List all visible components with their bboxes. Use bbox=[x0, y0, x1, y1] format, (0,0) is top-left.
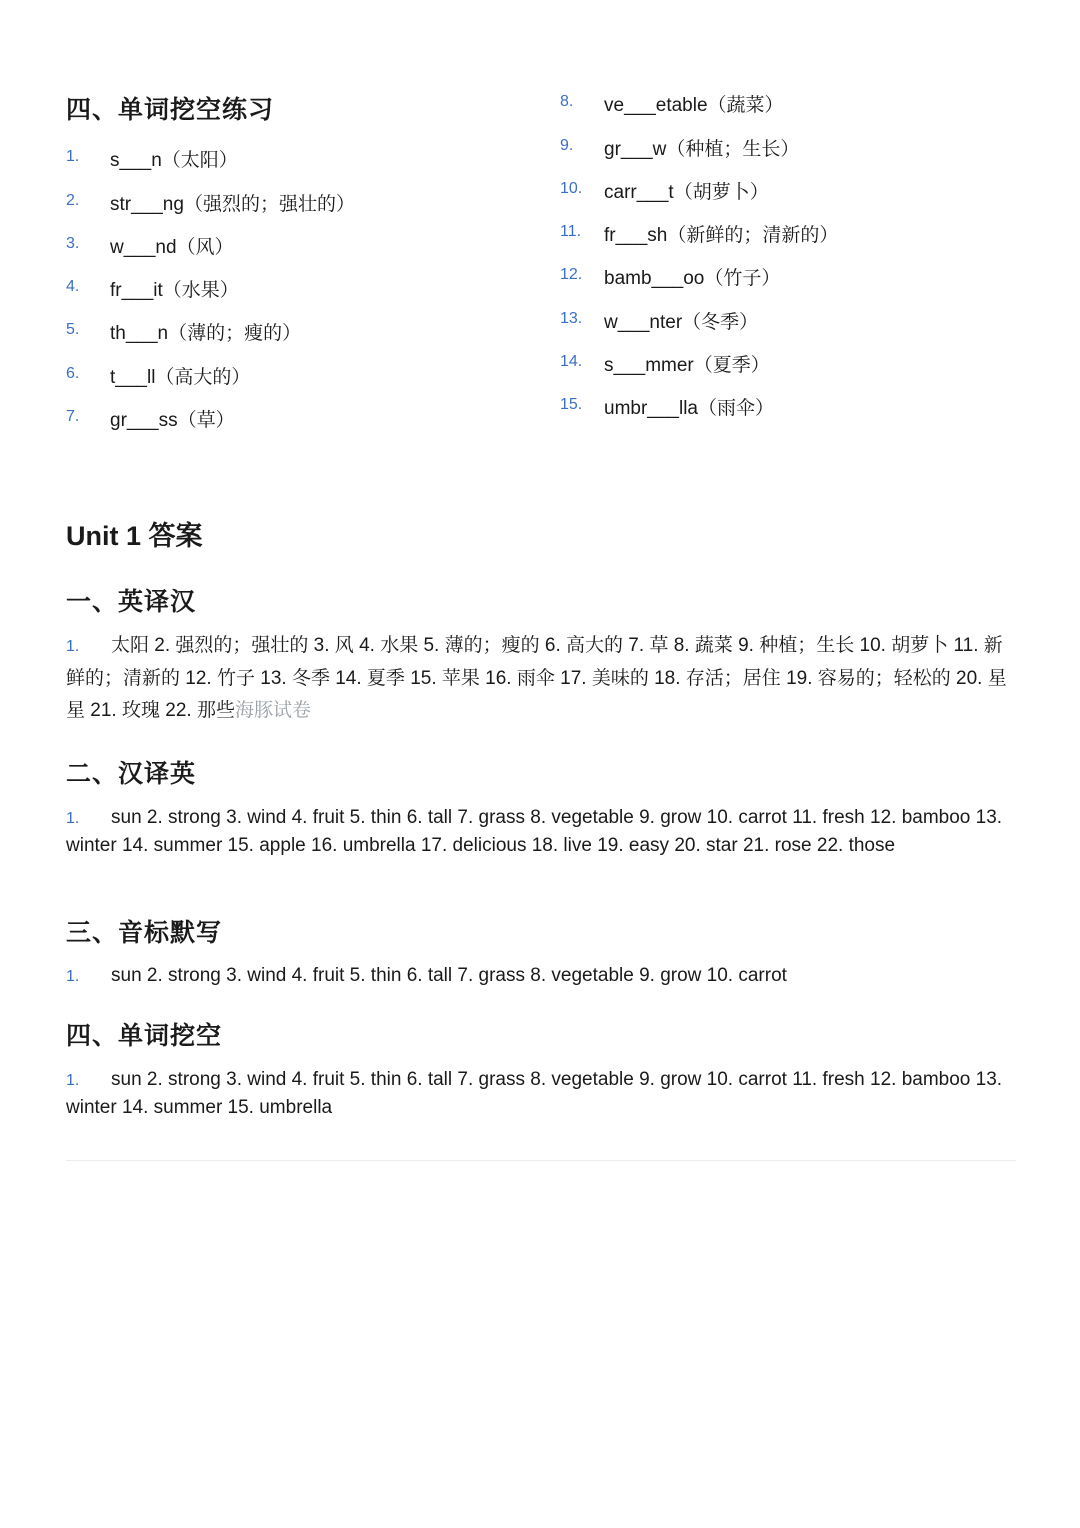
item-number: 3. bbox=[66, 235, 80, 252]
answer-text: 太阳 2. 强烈的；强壮的 3. 风 4. 水果 5. 薄的；瘦的 6. 高大的 7. 草 8. 蔬菜 9. 种植；生长 10. 胡萝卜 11. 新鲜的；清新的 12. 竹子 13. 冬季 14. 夏季 15. 苹果 16. 雨伞 17. 美味的 18. 存活；居住 19. 容易的；轻松的 20. 星星 21. 玫瑰 22. 那些 bbox=[66, 635, 1007, 721]
item-number: 1. bbox=[66, 148, 80, 165]
item-number: 1. bbox=[66, 1072, 80, 1089]
watermark: 海豚试卷 bbox=[234, 700, 311, 721]
section-heading: 二、汉译英 bbox=[66, 760, 197, 788]
item-number: 8. bbox=[560, 93, 574, 110]
item-number: 2. bbox=[66, 192, 80, 209]
item-number: 14. bbox=[560, 353, 583, 370]
item-number: 11. bbox=[560, 223, 582, 240]
exercise-item: str___ng（强烈的；强壮的） bbox=[110, 194, 355, 215]
exercise-item: th___n（薄的；瘦的） bbox=[110, 323, 302, 344]
item-number: 7. bbox=[66, 408, 80, 425]
item-number: 1. bbox=[66, 968, 80, 985]
item-number: 4. bbox=[66, 278, 80, 295]
exercise-item: fr___it（水果） bbox=[110, 280, 239, 301]
exercise-item: s___n（太阳） bbox=[110, 150, 238, 171]
exercise-item: carr___t（胡萝卜） bbox=[604, 182, 769, 203]
exercise-item: ve___etable（蔬菜） bbox=[604, 95, 784, 116]
answer-text: sun 2. strong 3. wind 4. fruit 5. thin 6. tall 7. grass 8. vegetable 9. grow 10. carrot 11. fresh 12. bamboo 13. winter 14. summer 15. apple 16. umbrella 17. delicious 18. live 19. easy 20. star 21. rose 22. those bbox=[66, 807, 1003, 856]
answer-paragraph bbox=[66, 962, 1016, 990]
item-number: 1. bbox=[66, 810, 80, 827]
exercise-heading: 四、单词挖空练习 bbox=[66, 96, 275, 124]
exercise-item: gr___w（种植；生长） bbox=[604, 139, 800, 160]
answer-text: sun 2. strong 3. wind 4. fruit 5. thin 6. tall 7. grass 8. vegetable 9. grow 10. carrot bbox=[111, 965, 787, 986]
exercise-item: gr___ss（草） bbox=[110, 410, 235, 431]
answer-text: sun 2. strong 3. wind 4. fruit 5. thin 6. tall 7. grass 8. vegetable 9. grow 10. carrot 11. fresh 12. bamboo 13. winter 14. summer 15. umbrella bbox=[66, 1069, 1003, 1118]
exercise-item: bamb___oo（竹子） bbox=[604, 268, 781, 289]
section-heading: 四、单词挖空 bbox=[66, 1022, 223, 1050]
divider bbox=[66, 1160, 1016, 1161]
item-number: 9. bbox=[560, 137, 574, 154]
item-number: 12. bbox=[560, 266, 583, 283]
answer-paragraph bbox=[66, 1066, 1016, 1121]
item-number: 10. bbox=[560, 180, 583, 197]
section-heading: 一、英译汉 bbox=[66, 588, 197, 616]
exercise-item: w___nter（冬季） bbox=[604, 312, 759, 333]
exercise-item: s___mmer（夏季） bbox=[604, 355, 770, 376]
exercise-item: fr___sh（新鲜的；清新的） bbox=[604, 225, 839, 246]
item-number: 6. bbox=[66, 365, 80, 382]
section-heading: 三、音标默写 bbox=[66, 919, 223, 947]
item-number: 13. bbox=[560, 310, 583, 327]
answer-paragraph bbox=[66, 630, 1016, 727]
answers-title: Unit 1 答案 bbox=[66, 521, 203, 551]
answer-paragraph bbox=[66, 804, 1016, 859]
item-number: 1. bbox=[66, 638, 80, 655]
exercise-item: t___ll（高大的） bbox=[110, 367, 251, 388]
exercise-item: w___nd（风） bbox=[110, 237, 234, 258]
item-number: 15. bbox=[560, 396, 583, 413]
exercise-item: umbr___lla（雨伞） bbox=[604, 398, 774, 419]
item-number: 5. bbox=[66, 321, 80, 338]
